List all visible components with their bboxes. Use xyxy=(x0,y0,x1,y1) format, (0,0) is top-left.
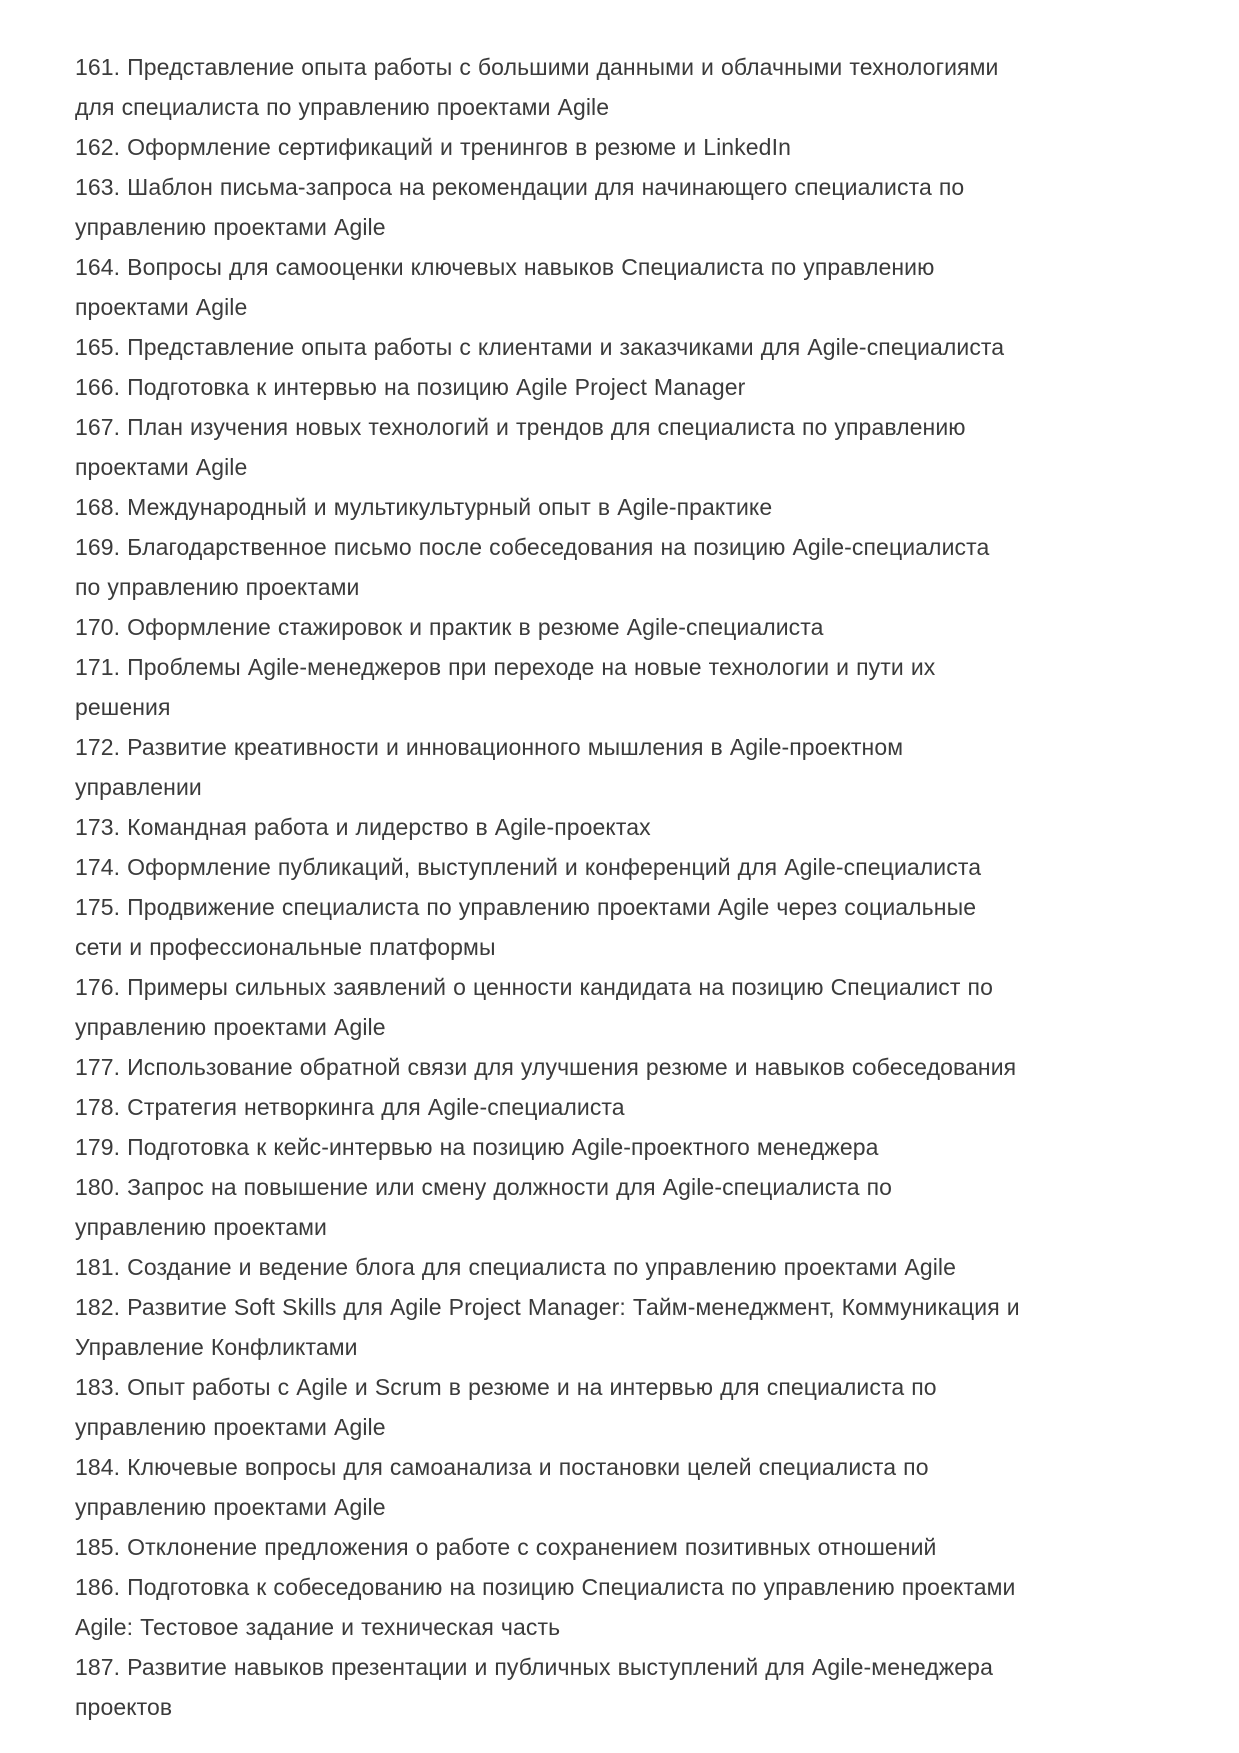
list-item: 161. Представление опыта работы с большими данными и облачными технологиями для специалиста по управлению проектами Agile xyxy=(75,54,999,120)
list-item: 179. Подготовка к кейс-интервью на позицию Agile-проектного менеджера xyxy=(75,1134,879,1160)
list-item: 163. Шаблон письма-запроса на рекомендации для начинающего специалиста по управлению проектами Agile xyxy=(75,174,965,240)
list-item: 177. Использование обратной связи для улучшения резюме и навыков собеседования xyxy=(75,1054,1017,1080)
list-item: 178. Стратегия нетворкинга для Agile-специалиста xyxy=(75,1094,625,1120)
list-item: 175. Продвижение специалиста по управлению проектами Agile через социальные сети и профессиональные платформы xyxy=(75,894,977,960)
list-item: 186. Подготовка к собеседованию на позицию Специалиста по управлению проектами Agile: Тестовое задание и техническая часть xyxy=(75,1574,1016,1640)
list-item: 180. Запрос на повышение или смену должности для Agile-специалиста по управлению проектами xyxy=(75,1174,893,1240)
list-item: 173. Командная работа и лидерство в Agile-проектах xyxy=(75,814,651,840)
topic-list xyxy=(75,47,1020,1727)
list-item: 165. Представление опыта работы с клиентами и заказчиками для Agile-специалиста xyxy=(75,334,1005,360)
list-item: 168. Международный и мультикультурный опыт в Agile-практике xyxy=(75,494,773,520)
list-item: 182. Развитие Soft Skills для Agile Project Manager: Тайм-менеджмент, Коммуникация и Управление Конфликтами xyxy=(75,1294,1020,1360)
list-item: 162. Оформление сертификаций и тренингов в резюме и LinkedIn xyxy=(75,134,791,160)
list-item: 164. Вопросы для самооценки ключевых навыков Специалиста по управлению проектами Agile xyxy=(75,254,935,320)
list-item: 166. Подготовка к интервью на позицию Agile Project Manager xyxy=(75,374,746,400)
list-item: 183. Опыт работы с Agile и Scrum в резюме и на интервью для специалиста по управлению проектами Agile xyxy=(75,1374,937,1440)
list-item: 174. Оформление публикаций, выступлений и конференций для Agile-специалиста xyxy=(75,854,982,880)
list-item: 181. Создание и ведение блога для специалиста по управлению проектами Agile xyxy=(75,1254,957,1280)
list-item: 171. Проблемы Agile-менеджеров при переходе на новые технологии и пути их решения xyxy=(75,654,936,720)
list-item: 170. Оформление стажировок и практик в резюме Agile-специалиста xyxy=(75,614,824,640)
list-item: 169. Благодарственное письмо после собеседования на позицию Agile-специалиста по управлению проектами xyxy=(75,534,990,600)
list-item: 167. План изучения новых технологий и трендов для специалиста по управлению проектами Agile xyxy=(75,414,966,480)
list-item: 185. Отклонение предложения о работе с сохранением позитивных отношений xyxy=(75,1534,937,1560)
list-item: 176. Примеры сильных заявлений о ценности кандидата на позицию Специалист по управлению проектами Agile xyxy=(75,974,993,1040)
list-item: 187. Развитие навыков презентации и публичных выступлений для Agile-менеджера проектов xyxy=(75,1654,993,1720)
list-item: 184. Ключевые вопросы для самоанализа и постановки целей специалиста по управлению проектами Agile xyxy=(75,1454,929,1520)
list-item: 172. Развитие креативности и инновационного мышления в Agile-проектном управлении xyxy=(75,734,904,800)
